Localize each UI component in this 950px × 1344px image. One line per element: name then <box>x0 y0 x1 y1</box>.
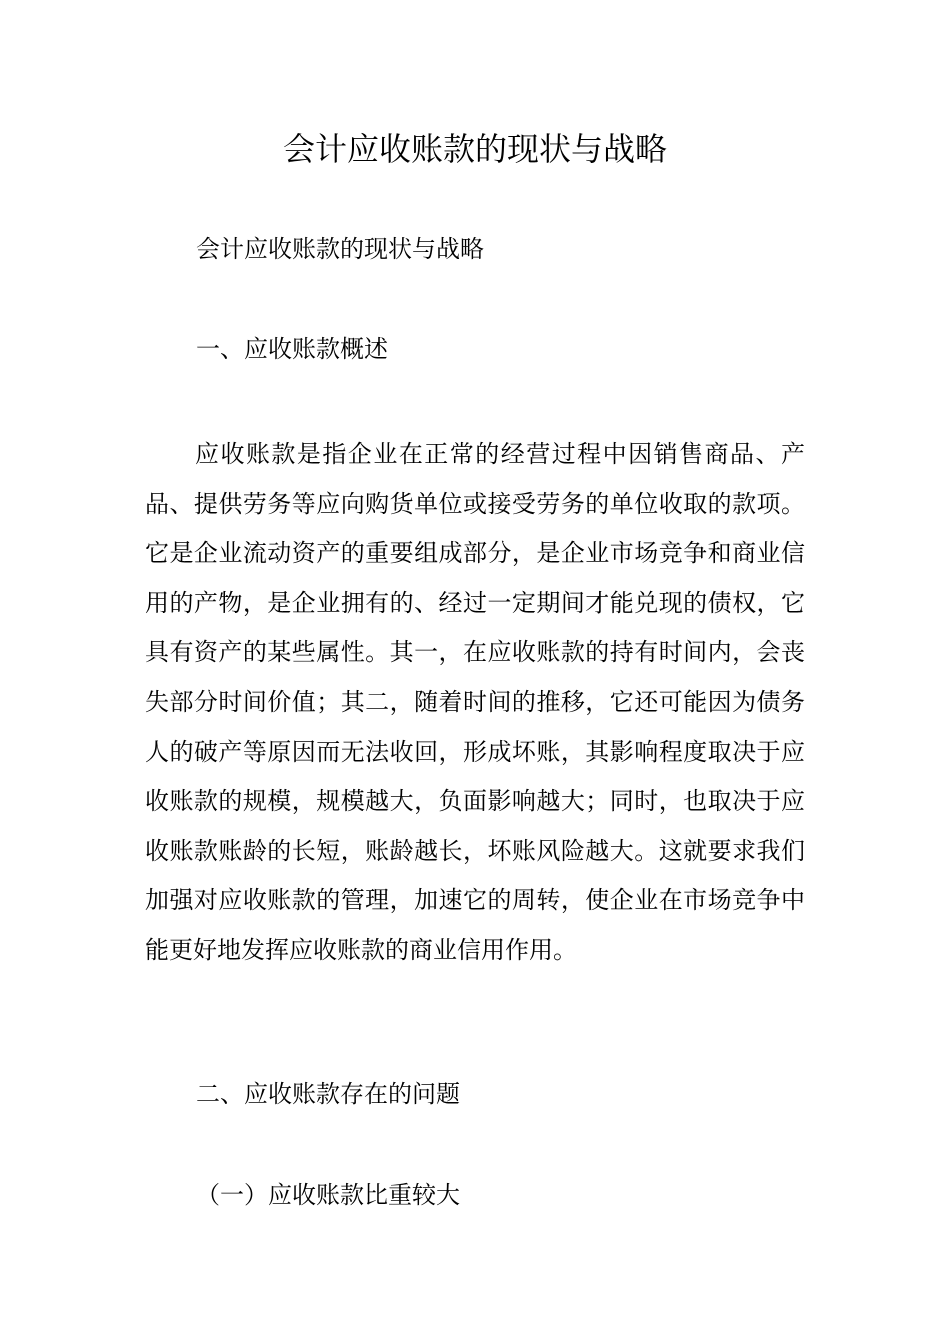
section-heading-overview: 一、应收账款概述 <box>196 335 388 363</box>
document-subtitle: 会计应收账款的现状与战略 <box>196 235 484 263</box>
subsection-heading-proportion: （一）应收账款比重较大 <box>196 1181 460 1209</box>
document-title: 会计应收账款的现状与战略 <box>282 130 667 168</box>
section-heading-problems: 二、应收账款存在的问题 <box>196 1080 460 1108</box>
overview-paragraph: 应收账款是指企业在正常的经营过程中因销售商品、产品、提供劳务等应向购货单位或接受劳务的单位收取的款项。它是企业流动资产的重要组成部分，是企业市场竞争和商业信用的产物，是企业拥有的、经过一定期间才能兑现的债权，它具有资产的某些属性。其一，在应收账款的持有时间内，会丧失部分时间价值；其二，随着时间的推移，它还可能因为债务人的破产等原因而无法收回，形成坏账，其影响程度取决于应收账款的规模，规模越大，负面影响越大；同时，也取决于应收账款账龄的长短，账龄越长，坏账风险越大。这就要求我们加强对应收账款的管理，加速它的周转，使企业在市场竞争中能更好地发挥应收账款的商业信用作用。 <box>145 440 805 964</box>
